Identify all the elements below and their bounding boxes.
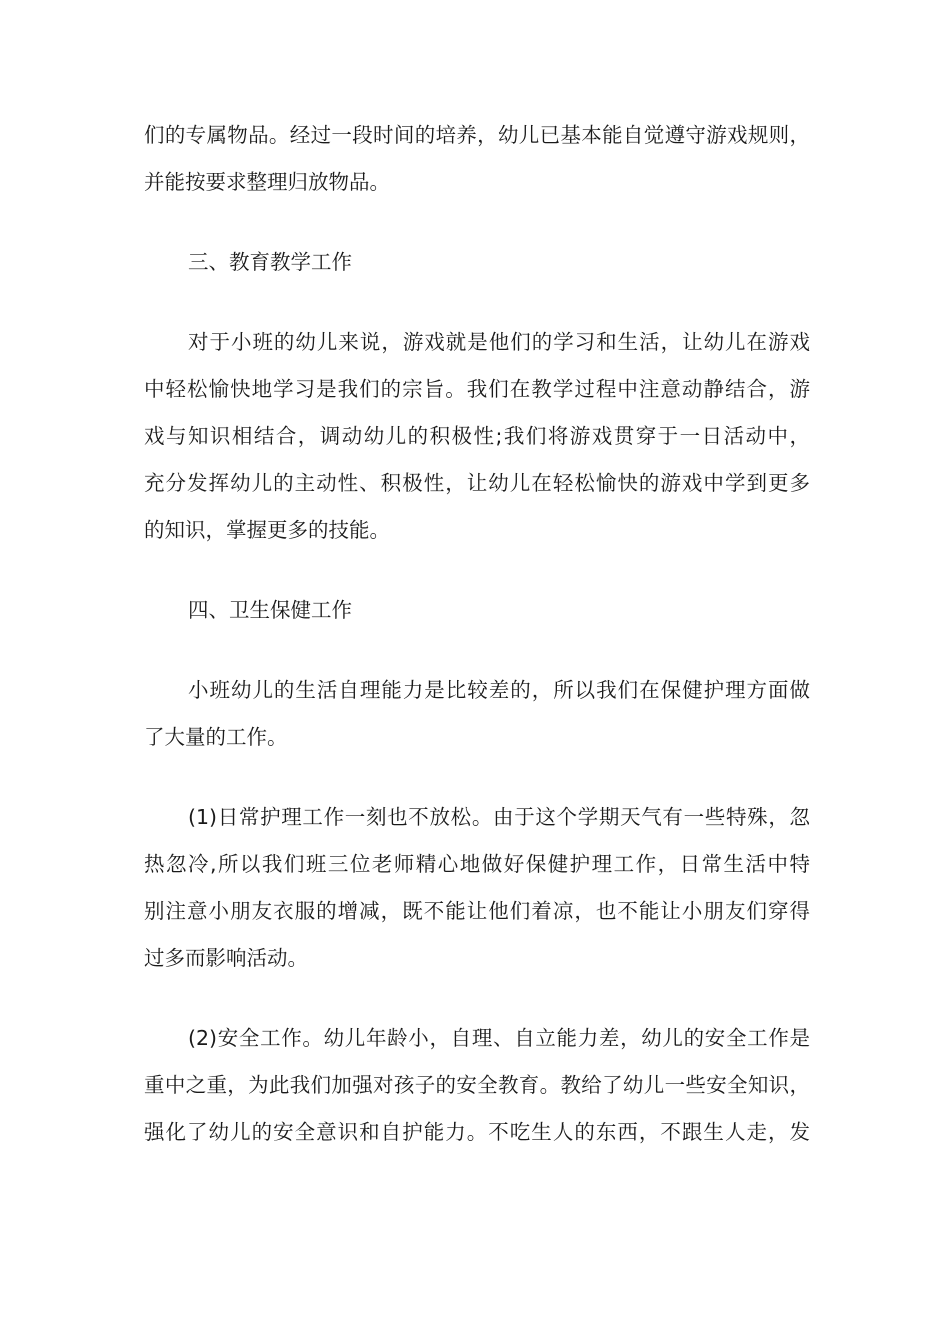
text-line: 充分发挥幼儿的主动性、积极性，让幼儿在轻松愉快的游戏中学到更多 (144, 471, 810, 495)
text-line: 热忽冷,所以我们班三位老师精心地做好保健护理工作，日常生活中特 (144, 852, 810, 876)
paragraph-continuation (144, 112, 810, 206)
text-line: 并能按要求整理归放物品。 (144, 170, 390, 194)
section-heading-education: 三、教育教学工作 (188, 250, 352, 274)
text-line: 强化了幼儿的安全意识和自护能力。不吃生人的东西，不跟生人走，发 (144, 1120, 810, 1144)
text-line: 了大量的工作。 (144, 725, 288, 749)
paragraph-safety (144, 1015, 810, 1156)
section-heading-health: 四、卫生保健工作 (188, 598, 352, 622)
text-line: 戏与知识相结合，调动幼儿的积极性;我们将游戏贯穿于一日活动中， (144, 424, 810, 448)
text-line: 中轻松愉快地学习是我们的宗旨。我们在教学过程中注意动静结合，游 (144, 377, 810, 401)
text-line: (2)安全工作。幼儿年龄小，自理、自立能力差，幼儿的安全工作是 (188, 1026, 810, 1050)
text-line: 重中之重，为此我们加强对孩子的安全教育。教给了幼儿一些安全知识， (144, 1073, 810, 1097)
text-line: 小班幼儿的生活自理能力是比较差的，所以我们在保健护理方面做 (188, 678, 810, 702)
text-line: 的知识，掌握更多的技能。 (144, 518, 390, 542)
paragraph-daily-care (144, 794, 810, 982)
text-line: (1)日常护理工作一刻也不放松。由于这个学期天气有一些特殊，忽 (188, 805, 810, 829)
text-line: 们的专属物品。经过一段时间的培养，幼儿已基本能自觉遵守游戏规则， (144, 123, 810, 147)
paragraph-health-intro (144, 667, 810, 761)
text-line: 别注意小朋友衣服的增减，既不能让他们着凉，也不能让小朋友们穿得 (144, 899, 810, 923)
paragraph-education (144, 319, 810, 554)
text-line: 对于小班的幼儿来说，游戏就是他们的学习和生活，让幼儿在游戏 (188, 330, 810, 354)
text-line: 过多而影响活动。 (144, 946, 308, 970)
document-page (144, 112, 810, 1156)
